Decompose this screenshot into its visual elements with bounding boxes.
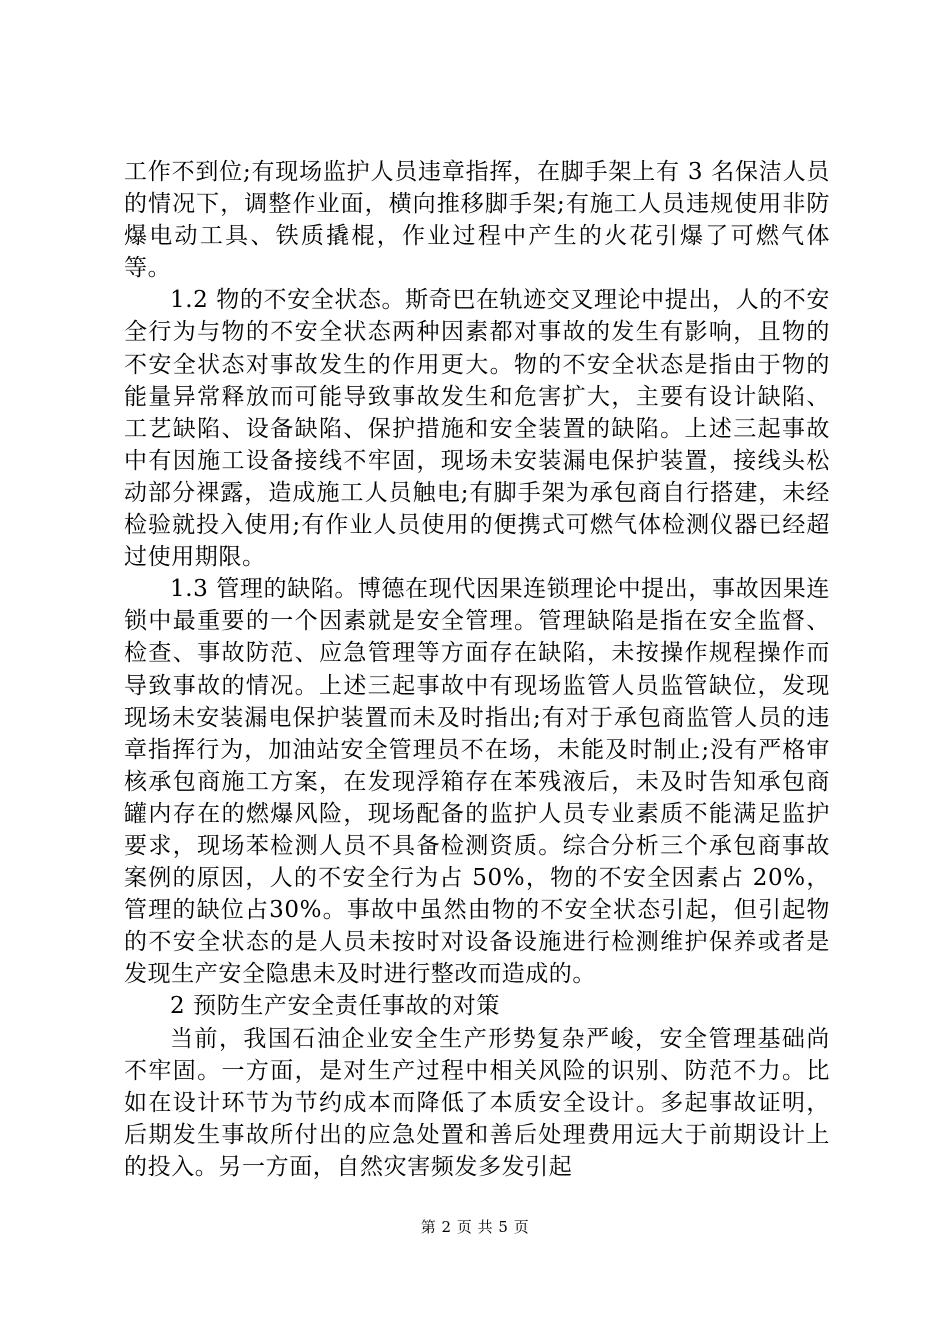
- document-body: [124, 156, 830, 1183]
- paragraph-management-defects: 1.3 管理的缺陷。博德在现代因果连锁理论中提出，事故因果连锁中最重要的一个因素就是安全管理。管理缺陷是指在安全监督、检查、事故防范、应急管理等方面存在缺陷，未按操作规程操作而导致事故的情况。上述三起事故中有现场监管人员监管缺位，发现现场未安装漏电保护装置而未及时指出;有对于承包商监管人员的违章指挥行为，加油站安全管理员不在场，未能及时制止;没有严格审核承包商施工方案，在发现浮箱存在苯残液后，未及时告知承包商罐内存在的燃爆风险，现场配备的监护人员专业素质不能满足监护要求，现场苯检测人员不具备检测资质。综合分析三个承包商事故案例的原因，人的不安全行为占 50%，物的不安全因素占 20%，管理的缺位占30%。事故中虽然由物的不安全状态引起，但引起物的不安全状态的是人员未按时对设备设施进行检测维护保养或者是发现生产安全隐患未及时进行整改而造成的。: [124, 576, 830, 988]
- paragraph-current-situation: 当前，我国石油企业安全生产形势复杂严峻，安全管理基础尚不牢固。一方面，是对生产过程中相关风险的识别、防范不力。比如在设计环节为节约成本而降低了本质安全设计。多起事故证明，后期发生事故所付出的应急处置和善后处理费用远大于前期设计上的投入。另一方面，自然灾害频发多发引起: [124, 1025, 830, 1180]
- paragraph-unsafe-state-of-things: 1.2 物的不安全状态。斯奇巴在轨迹交叉理论中提出，人的不安全行为与物的不安全状态两种因素都对事故的发生有影响，且物的不安全状态对事故发生的作用更大。物的不安全状态是指由于物的能量异常释放而可能导致事故发生和危害扩大，主要有设计缺陷、工艺缺陷、设备缺陷、保护措施和安全装置的缺陷。上述三起事故中有因施工设备接线不牢固，现场未安装漏电保护装置，接线头松动部分裸露，造成施工人员触电;有脚手架为承包商自行搭建，未经检验就投入使用;有作业人员使用的便携式可燃气体检测仪器已经超过使用期限。: [124, 287, 830, 571]
- section-heading: 2 预防生产安全责任事故的对策: [170, 993, 500, 1020]
- page-footer: 第 2 页 共 5 页: [420, 1218, 530, 1236]
- paragraph-continued: 工作不到位;有现场监护人员违章指挥，在脚手架上有 3 名保洁人员的情况下，调整作业面，横向推移脚手架;有施工人员违规使用非防爆电动工具、铁质撬棍，作业过程中产生的火花引爆了可燃气体等。: [124, 159, 830, 282]
